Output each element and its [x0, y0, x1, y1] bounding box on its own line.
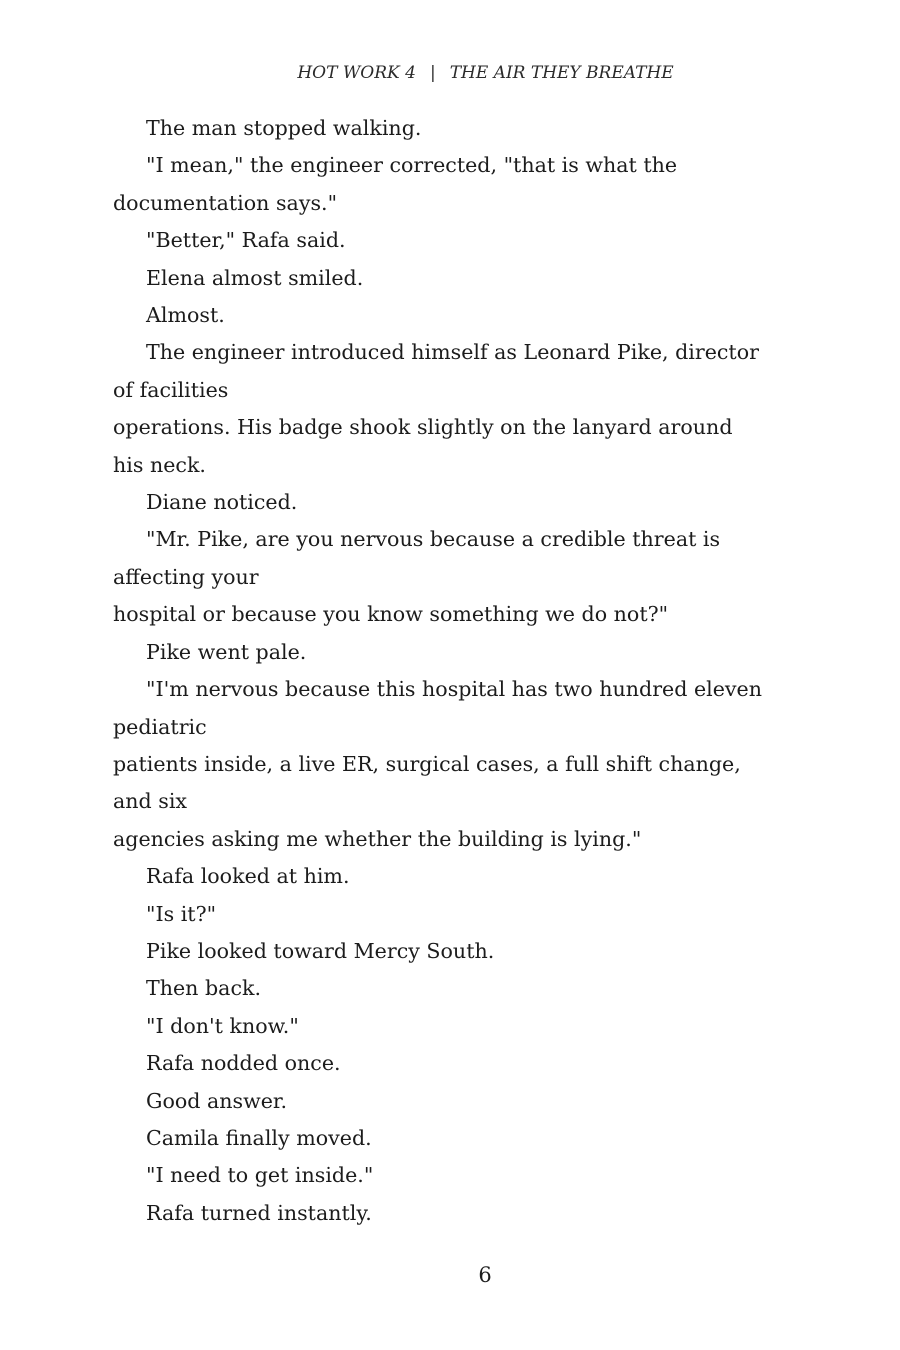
- text-line: operations. His badge shook slightly on the lanyard around: [113, 415, 733, 440]
- running-header-chapter-title: THE AIR THEY BREATHE: [449, 63, 674, 83]
- paragraph: [113, 896, 825, 933]
- text-line: pediatric: [113, 714, 207, 739]
- text-line: "I need to get inside.": [146, 1163, 374, 1188]
- paragraph: [113, 147, 825, 222]
- text-line: his neck.: [113, 452, 206, 477]
- text-line: Rafa looked at him.: [146, 864, 350, 889]
- text-line: "Better," Rafa said.: [146, 228, 346, 253]
- text-line: Pike looked toward Mercy South.: [146, 938, 495, 963]
- text-line: "Mr. Pike, are you nervous because a credible threat is: [146, 527, 721, 552]
- text-line: of facilities: [113, 377, 229, 402]
- text-line: Then back.: [146, 976, 262, 1001]
- paragraph: [113, 933, 825, 970]
- text-line: Diane noticed.: [146, 490, 298, 515]
- running-header: [113, 61, 858, 85]
- paragraph: [113, 1045, 825, 1082]
- text-line: Elena almost smiled.: [146, 265, 364, 290]
- text-line: Good answer.: [146, 1088, 288, 1113]
- paragraph: [113, 858, 825, 895]
- text-line: The engineer introduced himself as Leonard Pike, director: [146, 340, 759, 365]
- paragraph: [113, 1083, 825, 1120]
- paragraph: [113, 1157, 825, 1194]
- paragraph: [113, 110, 825, 147]
- paragraph: [113, 970, 825, 1007]
- paragraph: [113, 1120, 825, 1157]
- text-line: "Is it?": [146, 901, 217, 926]
- text-line: Camila finally moved.: [146, 1125, 372, 1150]
- text-line: documentation says.": [113, 190, 338, 215]
- text-line: Rafa turned instantly.: [146, 1200, 372, 1225]
- text-line: Almost.: [146, 303, 225, 328]
- text-line: patients inside, a live ER, surgical cases, a full shift change,: [113, 751, 741, 776]
- text-line: affecting your: [113, 564, 259, 589]
- text-line: and six: [113, 789, 188, 814]
- text-line: hospital or because you know something we do not?": [113, 602, 669, 627]
- paragraph: [113, 334, 825, 484]
- text-line: "I don't know.": [146, 1013, 299, 1038]
- paragraph: [113, 521, 825, 633]
- text-line: "I mean," the engineer corrected, "that is what the: [146, 153, 678, 178]
- paragraph: [113, 671, 825, 858]
- paragraph: [113, 297, 825, 334]
- paragraph: [113, 484, 825, 521]
- paragraph: [113, 1195, 825, 1232]
- paragraph: [113, 634, 825, 671]
- running-header-book-title: HOT WORK 4: [297, 63, 416, 83]
- paragraph: [113, 260, 825, 297]
- text-line: Rafa nodded once.: [146, 1051, 341, 1076]
- paragraph: [113, 1008, 825, 1045]
- page-number: 6: [478, 1263, 492, 1287]
- paragraph: [113, 222, 825, 259]
- running-header-separator: |: [429, 63, 436, 83]
- text-line: "I'm nervous because this hospital has two hundred eleven: [146, 677, 763, 702]
- text-line: The man stopped walking.: [146, 116, 422, 140]
- text-line: Pike went pale.: [146, 639, 307, 664]
- text-line: agencies asking me whether the building is lying.": [113, 826, 642, 851]
- body-text: [113, 110, 825, 1232]
